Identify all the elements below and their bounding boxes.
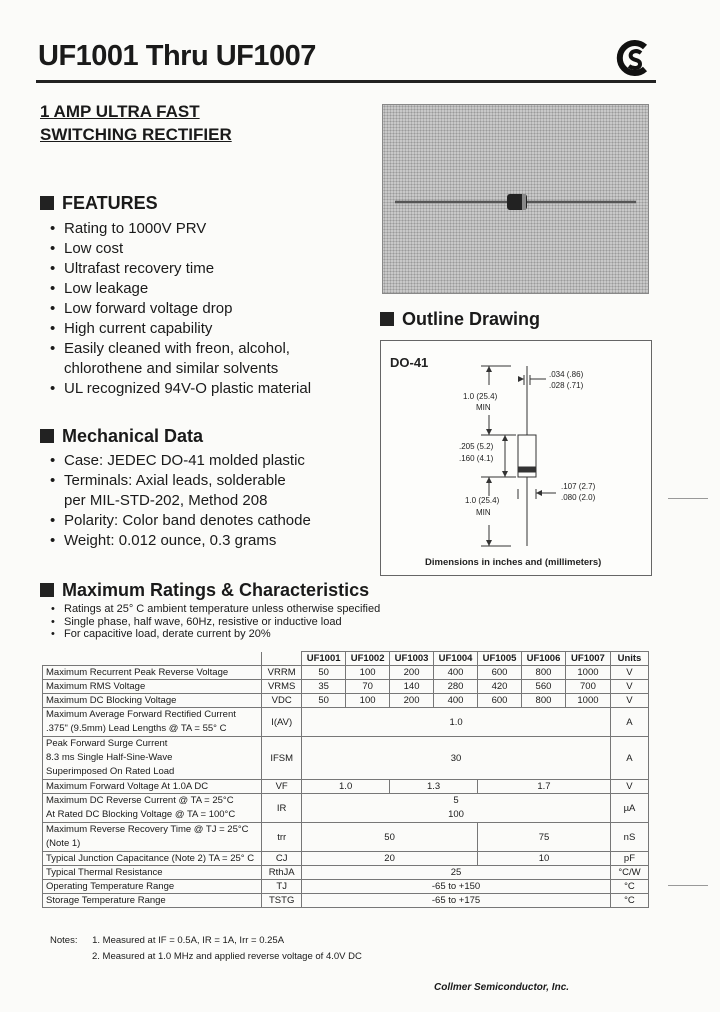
section-square-icon bbox=[40, 429, 54, 443]
ratings-table bbox=[42, 651, 649, 908]
package-name: DO-41 bbox=[390, 355, 429, 370]
table-row: Typical Thermal Resistance RthJA 25 °C/W bbox=[43, 866, 649, 880]
title-rule bbox=[36, 80, 656, 83]
subtitle-line-2: SWITCHING RECTIFIER bbox=[40, 125, 232, 144]
scan-artifact-line bbox=[668, 885, 708, 886]
table-row: Typical Junction Capacitance (Note 2) TA = 25° C CJ 20 10 pF bbox=[43, 852, 649, 866]
section-square-icon bbox=[40, 196, 54, 210]
list-item: • Polarity: Color band denotes cathode bbox=[40, 511, 360, 531]
lead-diameter-max: .034 (.86) bbox=[549, 370, 584, 379]
list-item: • Low leakage bbox=[40, 279, 360, 299]
company-logo-icon bbox=[614, 38, 654, 78]
list-item: • For capacitive load, derate current by 20% bbox=[40, 628, 540, 641]
body-length-max: .205 (5.2) bbox=[459, 442, 494, 451]
list-item: • Ultrafast recovery time bbox=[40, 259, 360, 279]
table-row: Maximum RMS Voltage VRMS 35 70 140 280 420 560 700 V bbox=[43, 680, 649, 694]
note-1: 1. Measured at IF = 0.5A, IR = 1A, Irr = 0.25A bbox=[92, 935, 285, 946]
column-header: UF1007 bbox=[565, 652, 610, 666]
lead-diameter-min: .028 (.71) bbox=[549, 381, 584, 390]
company-footer: Collmer Semiconductor, Inc. bbox=[434, 982, 570, 993]
table-row: Maximum Recurrent Peak Reverse Voltage VRRM 50 100 200 400 600 800 1000 V bbox=[43, 666, 649, 680]
dimensions-caption: Dimensions in inches and (millimeters) bbox=[425, 557, 602, 568]
list-item: • Rating to 1000V PRV bbox=[40, 219, 360, 239]
column-header: Units bbox=[610, 652, 648, 666]
conditions-list bbox=[40, 603, 540, 641]
document-title: UF1001 Thru UF1007 bbox=[38, 40, 316, 72]
table-row: Maximum Average Forward Rectified Current .375" (9.5mm) Lead Lengths @ TA = 55° C I(AV) 1.0 A bbox=[43, 708, 649, 737]
column-header: UF1002 bbox=[346, 652, 390, 666]
scan-artifact-line bbox=[668, 498, 708, 499]
table-header-row bbox=[43, 652, 649, 666]
lead-length-top: 1.0 (25.4) bbox=[463, 392, 498, 401]
table-row: Maximum DC Blocking Voltage VDC 50 100 200 400 600 800 1000 V bbox=[43, 694, 649, 708]
list-item: • Low forward voltage drop bbox=[40, 299, 360, 319]
table-row: Maximum Forward Voltage At 1.0A DC VF 1.0 1.3 1.7 V bbox=[43, 780, 649, 794]
table-row: Peak Forward Surge Current 8.3 ms Single Half-Sine-Wave Superimposed On Rated Load IFSM 30 A bbox=[43, 737, 649, 780]
table-row: Operating Temperature Range TJ -65 to +150 °C bbox=[43, 880, 649, 894]
list-item: • Weight: 0.012 ounce, 0.3 grams bbox=[40, 531, 360, 551]
table-row: Maximum Reverse Recovery Time @ TJ = 25°C (Note 1) trr 50 75 nS bbox=[43, 823, 649, 852]
list-item: • High current capability bbox=[40, 319, 360, 339]
list-item: • Case: JEDEC DO-41 molded plastic bbox=[40, 451, 360, 471]
list-item: • Single phase, half wave, 60Hz, resistive or inductive load bbox=[40, 616, 540, 629]
section-square-icon bbox=[40, 583, 54, 597]
do41-drawing-icon bbox=[381, 341, 651, 575]
subtitle-line-1: 1 AMP ULTRA FAST bbox=[40, 102, 200, 121]
list-item: • Terminals: Axial leads, solderable per MIL-STD-202, Method 208 bbox=[40, 471, 360, 511]
section-square-icon bbox=[380, 312, 394, 326]
table-row: Maximum DC Reverse Current @ TA = 25°C At Rated DC Blocking Voltage @ TA = 100°C IR 5 100 µA bbox=[43, 794, 649, 823]
lead-length-bottom-min: MIN bbox=[476, 508, 491, 517]
outline-heading: Outline Drawing bbox=[380, 309, 540, 330]
list-item: • Ratings at 25° C ambient temperature unless otherwise specified bbox=[40, 603, 540, 616]
ratings-heading: Maximum Ratings & Characteristics bbox=[40, 580, 369, 601]
diode-photo-icon bbox=[383, 105, 648, 293]
column-header: UF1004 bbox=[434, 652, 478, 666]
features-list bbox=[40, 219, 360, 399]
note-2: 2. Measured at 1.0 MHz and applied reverse voltage of 4.0V DC bbox=[92, 951, 362, 962]
lead-length-bottom: 1.0 (25.4) bbox=[465, 496, 500, 505]
lead-length-top-min: MIN bbox=[476, 403, 491, 412]
column-header: UF1005 bbox=[478, 652, 522, 666]
column-header: UF1006 bbox=[522, 652, 566, 666]
body-length-min: .160 (4.1) bbox=[459, 454, 494, 463]
column-header: UF1001 bbox=[302, 652, 346, 666]
body-diameter-max: .107 (2.7) bbox=[561, 482, 596, 491]
features-heading: FEATURES bbox=[40, 193, 158, 214]
notes-label: Notes: bbox=[50, 935, 78, 946]
outline-drawing bbox=[380, 340, 652, 576]
list-item: • Easily cleaned with freon, alcohol, chlorothene and similar solvents bbox=[40, 339, 360, 379]
list-item: • Low cost bbox=[40, 239, 360, 259]
notes bbox=[50, 933, 362, 965]
table-row: Storage Temperature Range TSTG -65 to +175 °C bbox=[43, 894, 649, 908]
body-diameter-min: .080 (2.0) bbox=[561, 493, 596, 502]
mechanical-list bbox=[40, 451, 360, 551]
list-item: • UL recognized 94V-O plastic material bbox=[40, 379, 360, 399]
column-header: UF1003 bbox=[390, 652, 434, 666]
mechanical-heading: Mechanical Data bbox=[40, 426, 203, 447]
product-subtitle bbox=[40, 100, 232, 146]
product-photo bbox=[382, 104, 649, 294]
